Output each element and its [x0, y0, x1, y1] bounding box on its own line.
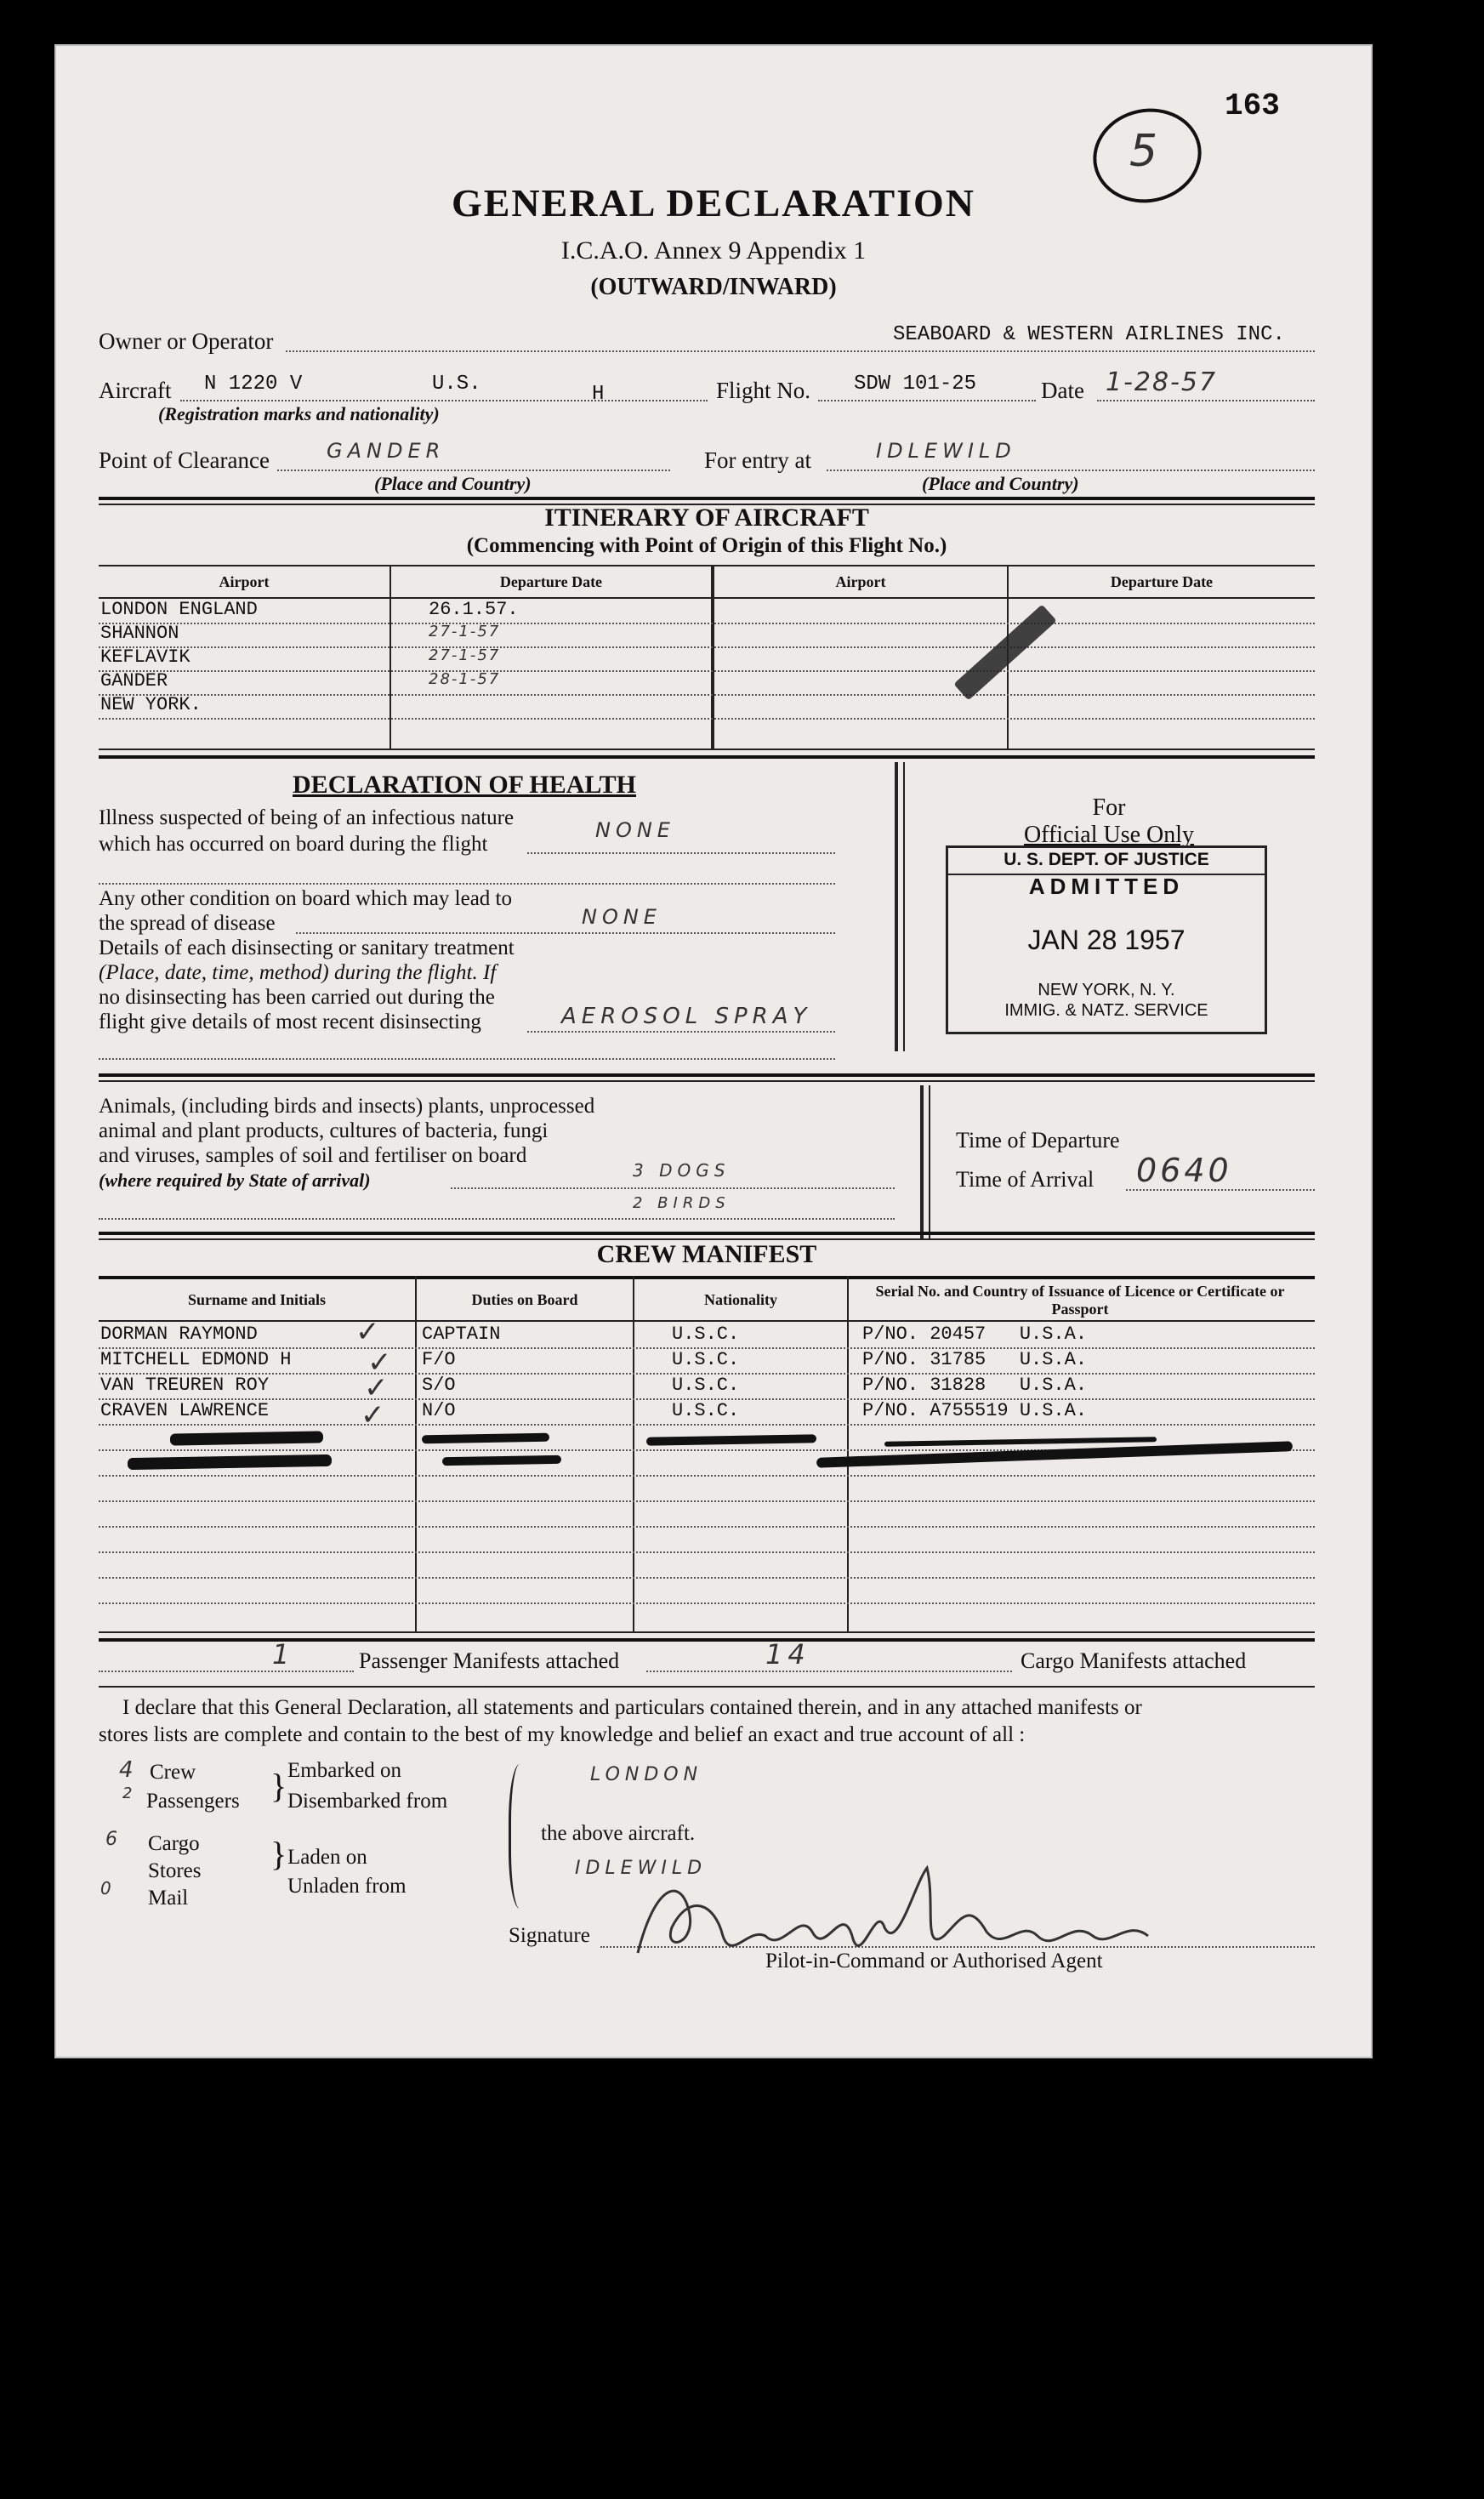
crew-count-label: Crew [150, 1761, 196, 1784]
mail-label: Mail [148, 1887, 189, 1910]
crew-name-3: VAN TREUREN ROY [100, 1375, 270, 1396]
crew-serial-1: P/NO. 20457 U.S.A. [862, 1324, 1088, 1345]
laden-label: Laden on [287, 1846, 367, 1869]
crew-duty-3: S/O [422, 1375, 456, 1396]
itinerary-airport-5: NEW YORK. [100, 694, 202, 715]
itinerary-date-2: 27-1-57 [429, 623, 501, 640]
crew-serial-3: P/NO. 31828 U.S.A. [862, 1375, 1088, 1396]
crew-header-serial: Serial No. and Country of Issuance of Licence or Certificate or Passport [875, 1283, 1285, 1318]
declaration-text: I declare that this General Declaration, all statements and particulars contained therein, and in any attached manifests or stores lists are complete and contain to the best of my knowledge and belief an exact and true account of all : [99, 1696, 1142, 1746]
immigration-stamp: U. S. DEPT. OF JUSTICE ADMITTED JAN 28 1957 NEW YORK, N. Y. IMMIG. & NATZ. SERVICE [946, 845, 1267, 1034]
signature-label: Signature [509, 1924, 590, 1947]
cargo-count-label: Cargo [148, 1832, 200, 1855]
itinerary-airport-4: GANDER [100, 670, 168, 692]
passenger-manifest-count: 1 [272, 1638, 295, 1671]
aircraft-registration: N 1220 V [204, 373, 303, 396]
brace-icon: } [270, 1835, 287, 1873]
health-question-1: Illness suspected of being of an infectious nature which has occurred on board during the flight [99, 806, 515, 856]
form-title: GENERAL DECLARATION [451, 181, 976, 225]
aircraft-suffix: H [592, 383, 605, 406]
crew-serial-4: P/NO. A755519 U.S.A. [862, 1400, 1088, 1421]
unladen-label: Unladen from [287, 1875, 407, 1898]
clearance-value: GANDER [327, 439, 446, 463]
aircraft-label: Aircraft [99, 378, 172, 403]
health-question-3: Details of each disinsecting or sanitary treatment (Place, date, time, method) during the flight. If no disinsecting has been carried out during the flight give details of most recent disinsecting [99, 936, 515, 1033]
cargo-count: 6 [105, 1829, 122, 1850]
check-mark-icon: ✓ [367, 1346, 392, 1380]
stores-label: Stores [148, 1859, 202, 1882]
crew-duty-1: CAPTAIN [422, 1324, 501, 1345]
form-subtitle: I.C.A.O. Annex 9 Appendix 1 [560, 236, 867, 265]
passenger-manifest-label: Passenger Manifests attached [359, 1648, 620, 1673]
date-label: Date [1041, 378, 1084, 403]
large-brace-icon [509, 1764, 537, 1909]
crew-header-duty: Duties on Board [471, 1291, 578, 1308]
cargo-manifest-count: 14 [765, 1638, 810, 1671]
animals-answer-birds: 2 BIRDS [633, 1194, 731, 1212]
passenger-count-label: Passengers [146, 1790, 240, 1813]
flight-no-label: Flight No. [716, 378, 811, 403]
health-title: DECLARATION OF HEALTH [293, 771, 636, 799]
clearance-note: (Place and Country) [374, 473, 532, 494]
official-use-heading: For Official Use Only [1023, 794, 1195, 848]
disembarked-label: Disembarked from [287, 1790, 448, 1813]
itinerary-date-1: 26.1.57. [429, 599, 519, 620]
mail-count: 0 [100, 1878, 117, 1898]
itinerary-airport-2: SHANNON [100, 623, 179, 644]
itinerary-header-airport: Airport [219, 573, 270, 590]
above-aircraft-label: the above aircraft. [541, 1822, 696, 1845]
animals-text: Animals, (including birds and insects) plants, unprocessed animal and plant products, cultures of bacteria, fungi and viruses, samples of soil and fertiliser on board (where required by State of arrival) [99, 1095, 595, 1191]
circled-number: 5 [1129, 126, 1158, 177]
crew-duty-2: F/O [422, 1349, 456, 1370]
embarked-label: Embarked on [287, 1759, 401, 1782]
animals-answer-dogs: 3 DOGS [633, 1160, 731, 1181]
crew-header-nationality: Nationality [703, 1291, 777, 1308]
date-value: 1-28-57 [1106, 367, 1218, 397]
entry-value: IDLEWILD [876, 439, 1016, 463]
owner-value: SEABOARD & WESTERN AIRLINES INC. [893, 323, 1285, 346]
crew-nationality-3: U.S.C. [672, 1375, 740, 1396]
clearance-label: Point of Clearance [99, 447, 270, 473]
crew-nationality-1: U.S.C. [672, 1324, 740, 1345]
form-direction: (OUTWARD/INWARD) [590, 274, 837, 300]
from-place: LONDON [590, 1764, 703, 1785]
crew-name-1: DORMAN RAYMOND [100, 1324, 258, 1345]
flight-no-value: SDW 101-25 [854, 373, 977, 396]
owner-label: Owner or Operator [99, 328, 274, 354]
crew-header-name: Surname and Initials [187, 1291, 327, 1308]
itinerary-date-4: 28-1-57 [429, 670, 501, 688]
crew-nationality-4: U.S.C. [672, 1400, 740, 1421]
brace-icon: } [270, 1767, 287, 1805]
entry-label: For entry at [704, 447, 811, 473]
aircraft-note: (Registration marks and nationality) [158, 403, 440, 424]
health-answer-3: AEROSOL SPRAY [561, 1004, 812, 1029]
crew-count: 4 [119, 1757, 139, 1783]
to-place: IDLEWILD [575, 1858, 708, 1879]
crew-title: CREW MANIFEST [596, 1240, 817, 1268]
itinerary-date-3: 27-1-57 [429, 646, 501, 664]
itinerary-header-airport-2: Airport [835, 573, 886, 590]
itinerary-airport-3: KEFLAVIK [100, 646, 190, 668]
arrival-time-value: 0640 [1136, 1152, 1232, 1189]
passenger-count: 2 [122, 1785, 138, 1802]
entry-note: (Place and Country) [922, 473, 1079, 494]
health-question-2: Any other condition on board which may lead to the spread of disease [99, 887, 512, 935]
check-mark-icon: ✓ [355, 1315, 380, 1349]
departure-time-label: Time of Departure [956, 1128, 1120, 1153]
crew-nationality-2: U.S.C. [672, 1349, 740, 1370]
crew-name-2: MITCHELL EDMOND H [100, 1349, 292, 1370]
itinerary-subtitle: (Commencing with Point of Origin of this Flight No.) [466, 534, 947, 557]
itinerary-header-date-2: Departure Date [1110, 573, 1214, 590]
health-answer-2: NONE [582, 905, 662, 929]
check-mark-icon: ✓ [361, 1398, 385, 1432]
crew-duty-4: N/O [422, 1400, 456, 1421]
cargo-manifest-label: Cargo Manifests attached [1021, 1648, 1247, 1673]
signer-label: Pilot-in-Command or Authorised Agent [765, 1950, 1103, 1972]
check-mark-icon: ✓ [364, 1371, 389, 1405]
crew-name-4: CRAVEN LAWRENCE [100, 1400, 270, 1421]
crew-serial-2: P/NO. 31785 U.S.A. [862, 1349, 1088, 1370]
aircraft-nationality: U.S. [432, 373, 481, 396]
health-answer-1: NONE [595, 818, 675, 842]
itinerary-header-date: Departure Date [499, 573, 603, 590]
itinerary-airport-1: LONDON ENGLAND [100, 599, 258, 620]
itinerary-title: ITINERARY OF AIRCRAFT [544, 504, 869, 532]
arrival-time-label: Time of Arrival [956, 1167, 1095, 1192]
page-number: 163 [1225, 88, 1280, 123]
